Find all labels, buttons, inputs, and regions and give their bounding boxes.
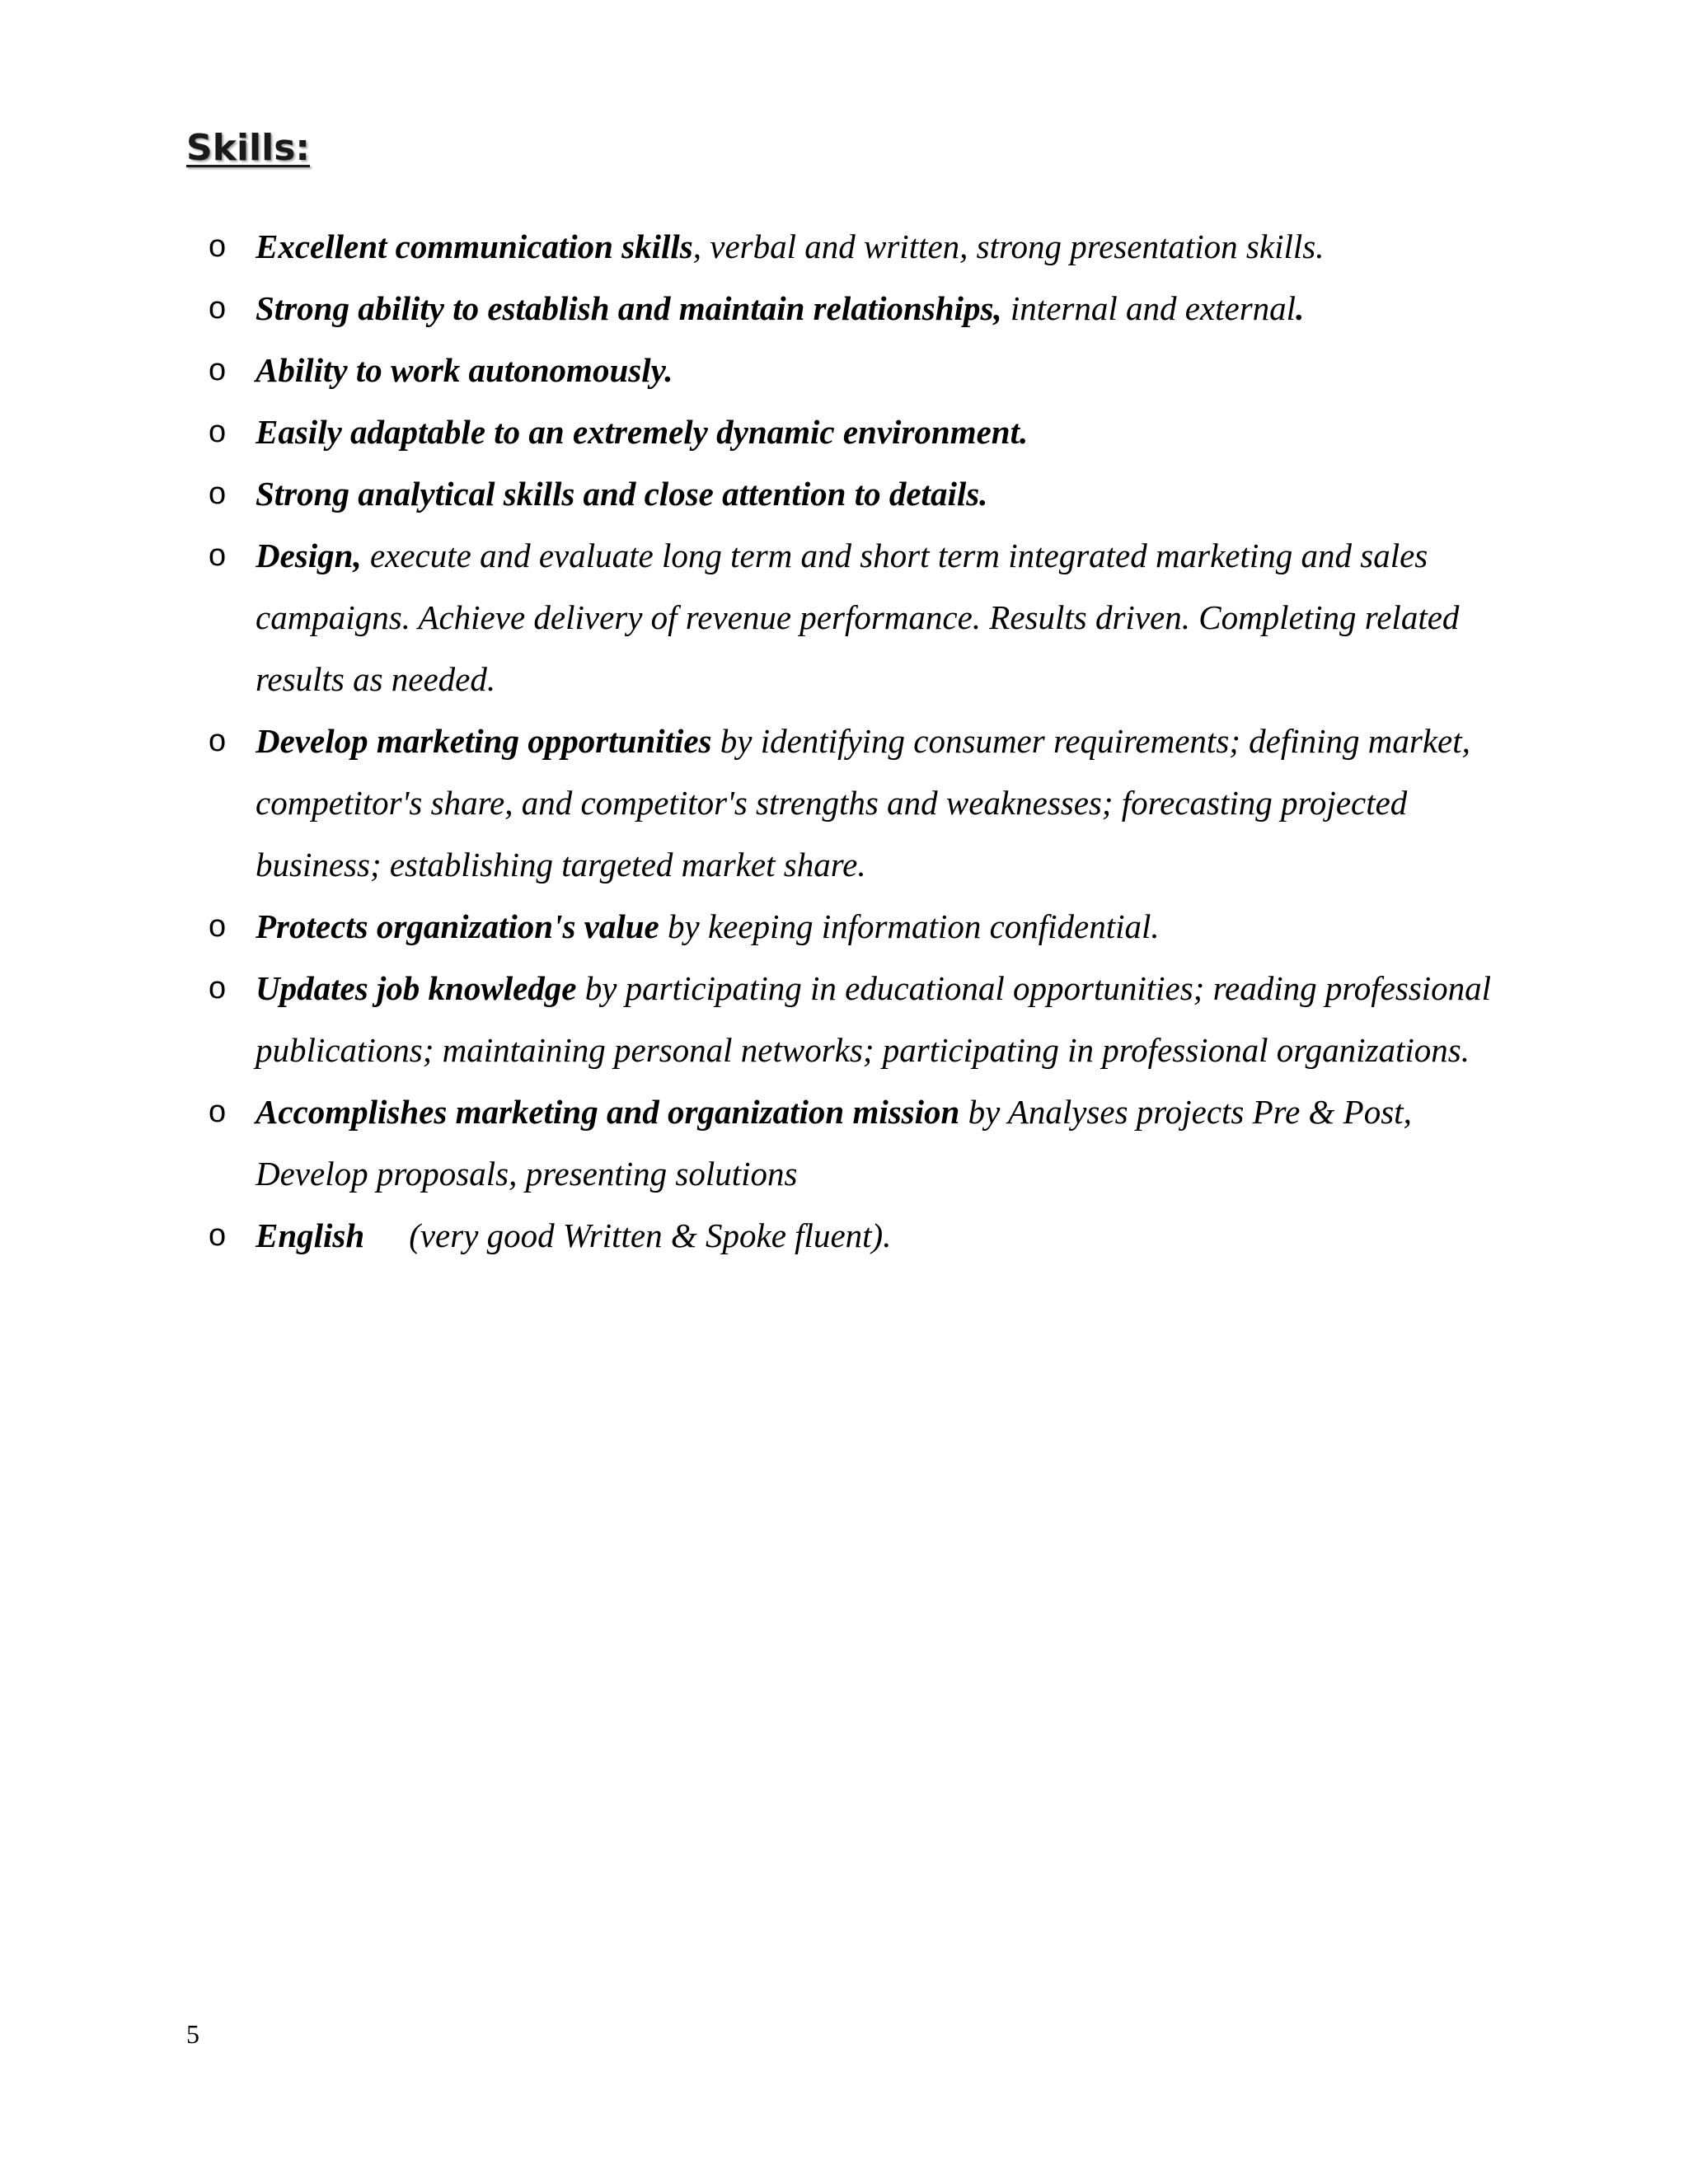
- page-number: 5: [186, 2019, 199, 2049]
- item-lead: Develop marketing opportunities: [256, 722, 712, 760]
- item-text: , verbal and written, strong presentation skills.: [692, 227, 1325, 265]
- list-item: [209, 1205, 1527, 1267]
- list-item: [209, 216, 1527, 278]
- item-lead: Excellent communication skills: [256, 227, 693, 265]
- item-text: by identifying consumer requirements; defining market, competitor's share, and competitor's strengths and weaknesses; forecasting projected business; establishing targeted market share.: [256, 722, 1470, 883]
- bullet-icon: o: [209, 291, 227, 326]
- bullet-icon: o: [209, 538, 227, 573]
- item-lead: Strong ability to establish and maintain relationships,: [256, 289, 1002, 327]
- item-lead: Ability to work autonomously.: [256, 351, 673, 389]
- list-item: [209, 958, 1527, 1081]
- list-item: [209, 340, 1527, 401]
- item-lead: Protects organization's value: [256, 907, 659, 945]
- section-heading-skills: Skills:: [186, 127, 310, 169]
- list-item: [209, 896, 1527, 958]
- bullet-icon: o: [209, 971, 227, 1005]
- item-text: (very good Written & Spoke fluent).: [409, 1216, 892, 1254]
- item-text: internal and external: [1001, 289, 1296, 327]
- item-lead: Easily adaptable to an extremely dynamic environment.: [256, 413, 1029, 451]
- bullet-icon: o: [209, 724, 227, 758]
- list-item: [209, 710, 1527, 896]
- bullet-icon: o: [209, 1218, 227, 1253]
- bullet-icon: o: [209, 353, 227, 387]
- item-lead: English: [256, 1216, 365, 1254]
- bullet-icon: o: [209, 909, 227, 944]
- item-tail: .: [1296, 289, 1305, 327]
- item-lead: Strong analytical skills and close attention to details.: [256, 475, 988, 513]
- item-lead: Updates job knowledge: [256, 969, 577, 1007]
- item-text: by Analyses projects Pre & Post, Develop proposals, presenting solutions: [256, 1093, 1412, 1193]
- item-lead: Accomplishes marketing and organization mission: [256, 1093, 960, 1131]
- list-item: [209, 463, 1527, 525]
- bullet-icon: o: [209, 1094, 227, 1129]
- item-lead: Design,: [256, 537, 362, 574]
- item-text: by keeping information confidential.: [659, 907, 1160, 945]
- item-text: execute and evaluate long term and short term integrated marketing and sales campaigns. Achieve delivery of revenue performance. Results driven. Completing related results as needed.: [256, 537, 1460, 698]
- skills-list: [209, 216, 1527, 1267]
- list-item: [209, 401, 1527, 463]
- list-item: [209, 278, 1527, 340]
- bullet-icon: o: [209, 476, 227, 511]
- bullet-icon: o: [209, 229, 227, 264]
- item-text: by participating in educational opportunities; reading professional publications; maintaining personal networks; participating in professional organizations.: [256, 969, 1492, 1069]
- list-item: [209, 1081, 1527, 1205]
- bullet-icon: o: [209, 415, 227, 449]
- list-item: [209, 525, 1527, 710]
